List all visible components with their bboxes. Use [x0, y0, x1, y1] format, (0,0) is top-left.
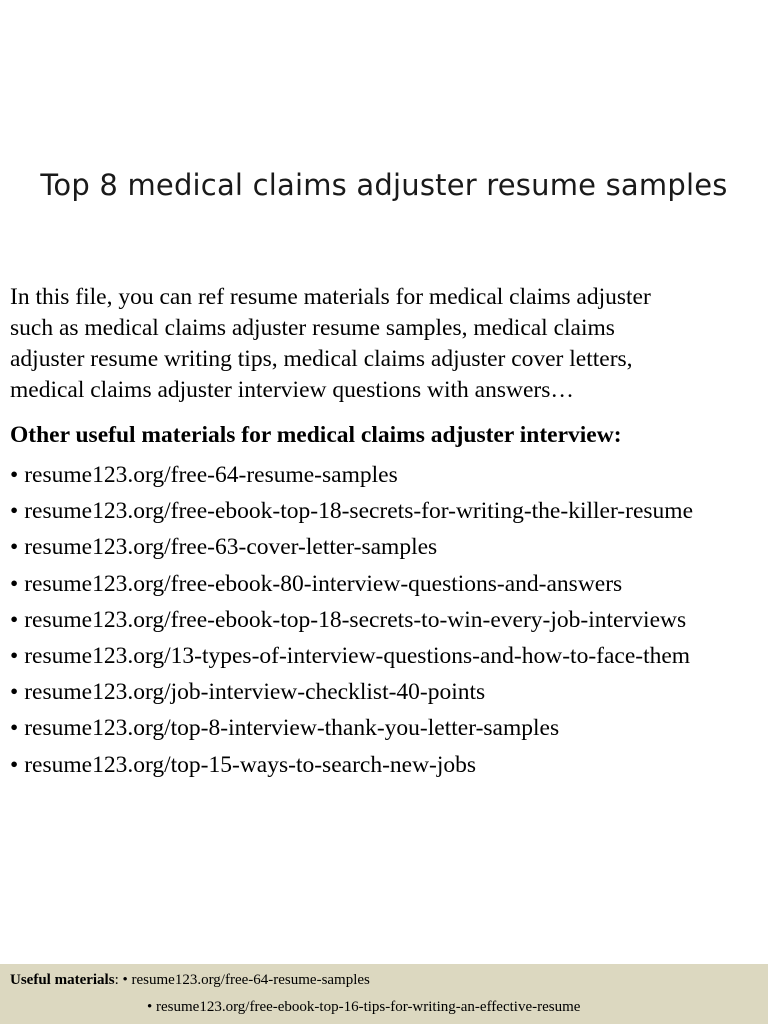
footer-link[interactable]: resume123.org/free-ebook-top-16-tips-for-writing-an-effective-resume — [156, 999, 581, 1015]
list-item — [10, 458, 693, 494]
materials-link-list — [10, 458, 693, 784]
bullet-glyph: • — [10, 462, 19, 488]
list-item — [10, 639, 693, 675]
footer-row — [10, 972, 370, 989]
resource-link[interactable]: resume123.org/free-64-resume-samples — [24, 462, 398, 488]
resource-link[interactable]: resume123.org/free-63-cover-letter-samples — [24, 534, 438, 561]
bullet-glyph: • — [147, 999, 153, 1015]
resource-link[interactable]: resume123.org/top-15-ways-to-search-new-jobs — [24, 751, 477, 778]
footer-separator: : — [114, 972, 123, 988]
list-item — [10, 530, 693, 566]
footer-label: Useful materials — [10, 972, 115, 988]
resource-link[interactable]: resume123.org/13-types-of-interview-questions-and-how-to-face-them — [24, 642, 691, 669]
list-item — [10, 603, 693, 639]
resource-link[interactable]: resume123.org/top-8-interview-thank-you-letter-samples — [24, 715, 560, 742]
list-item — [10, 567, 693, 603]
list-item — [10, 711, 693, 747]
bullet-glyph: • — [10, 534, 19, 561]
bullet-glyph: • — [10, 498, 19, 525]
list-item — [10, 494, 693, 530]
resource-link[interactable]: resume123.org/free-ebook-80-interview-questions-and-answers — [24, 570, 623, 597]
section-heading: Other useful materials for medical claims adjuster interview: — [10, 422, 622, 448]
bullet-glyph: • — [122, 972, 128, 988]
list-item — [10, 748, 693, 784]
bullet-glyph: • — [10, 715, 19, 742]
resource-link[interactable]: resume123.org/free-ebook-top-18-secrets-for-writing-the-killer-resume — [24, 498, 693, 525]
bullet-glyph: • — [10, 606, 19, 633]
resource-link[interactable]: resume123.org/job-interview-checklist-40-points — [24, 679, 486, 706]
bullet-glyph: • — [10, 679, 19, 706]
footer-link[interactable]: resume123.org/free-64-resume-samples — [131, 972, 370, 988]
bullet-glyph: • — [10, 751, 19, 778]
bullet-glyph: • — [10, 642, 19, 669]
page-title: Top 8 medical claims adjuster resume samples — [40, 168, 728, 202]
resource-link[interactable]: resume123.org/free-ebook-top-18-secrets-to-win-every-job-interviews — [24, 606, 687, 633]
footer-bar — [0, 964, 768, 1024]
bullet-glyph: • — [10, 570, 19, 597]
footer-row — [147, 999, 580, 1016]
intro-paragraph: In this file, you can ref resume materials for medical claims adjuster such as medical claims adjuster resume samples, medical claims adjuster resume writing tips, medical claims adjuster cover letters, medical claims adjuster interview questions with answers… — [10, 284, 651, 403]
list-item — [10, 675, 693, 711]
